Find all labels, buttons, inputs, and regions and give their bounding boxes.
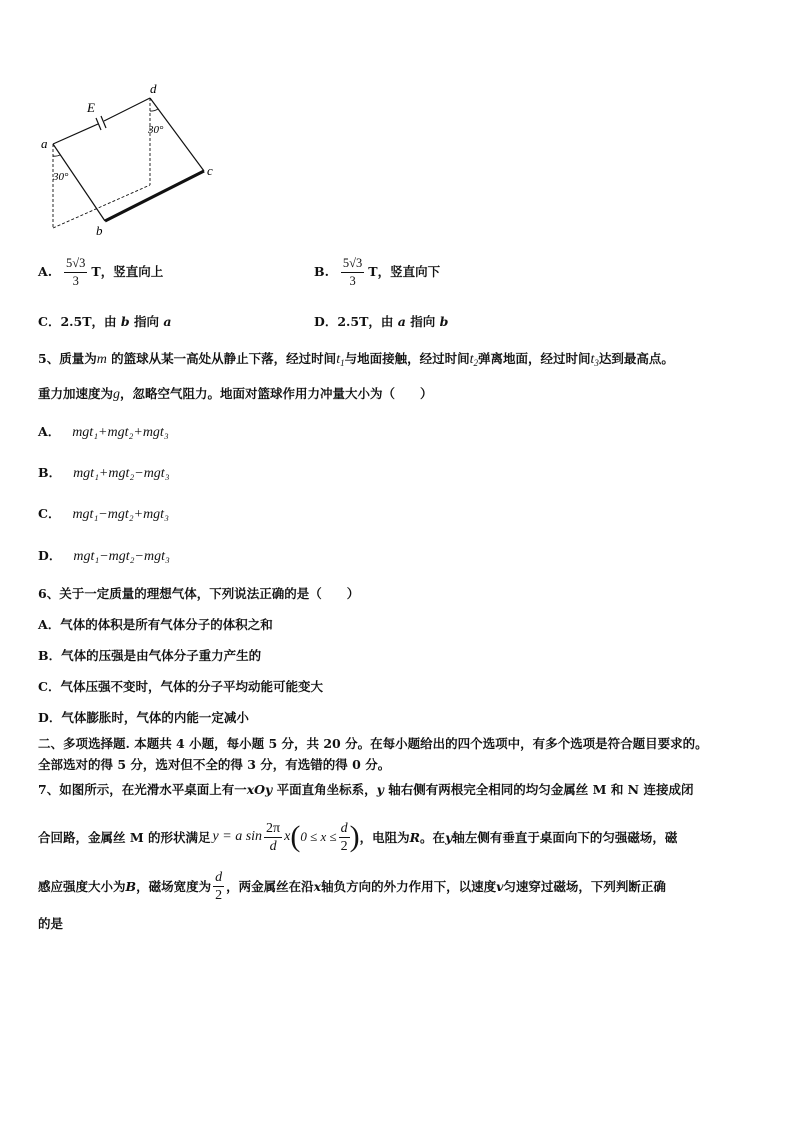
var-m: m (96, 352, 107, 367)
q7-line1: 7、如图所示，在光滑水平桌面上有一xOy 平面直角坐标系，y 轴右侧有两根完全相同的均匀金属丝 M 和 N 连接成闭 (38, 782, 694, 797)
option-text: 气体压强不变时，气体的分子平均动能可能变大 (60, 679, 323, 694)
option-text: 气体膨胀时，气体的内能一定减小 (61, 710, 249, 725)
option-expression: mgt₁−mgt₂−mgt₃ (73, 549, 170, 564)
option-letter: B． (38, 648, 62, 663)
q7-line2: 合回路，金属丝 M 的形状满足 y = a sin $\frac{2\pi}{d}$ x ( 0 ≤ x ≤ $\frac{d}{2}$ ) ，电阻为 R 。在 y 轴左侧有垂直于桌面向下的匀强磁场，磁 (38, 820, 678, 854)
paren-close: ) (349, 820, 360, 853)
var-b: b (439, 314, 449, 329)
var-R: R (409, 829, 421, 845)
q4-option-c[interactable] (38, 312, 171, 330)
var-t1: $t_1$ (336, 352, 345, 368)
option-text: 指向 (405, 314, 440, 329)
q4-option-a[interactable] (38, 255, 163, 290)
var-a: a (163, 314, 172, 329)
option-letter: B. (314, 264, 329, 279)
q6-option-a[interactable] (38, 615, 273, 633)
option-letter: A． (38, 424, 61, 439)
formula-fraction: $\frac{2\pi}{d}$ (266, 820, 281, 854)
label-d: d (150, 81, 157, 96)
var-v: v (496, 878, 504, 894)
angle-arc-a (53, 155, 60, 156)
option-text: 2.5T，由 (337, 314, 398, 329)
fraction-denominator: 3 (72, 274, 79, 288)
option-letter: A． (38, 617, 61, 632)
option-letter: C． (38, 679, 61, 694)
formula-lhs: y = a sin (212, 829, 263, 844)
q5-stem-line1 (38, 349, 674, 368)
option-letter: D． (314, 314, 338, 329)
var-b: b (120, 314, 130, 329)
q7-line4: 的是 (38, 916, 64, 931)
var-t3: $t_3$ (590, 352, 599, 368)
option-text: 2.5T，由 (60, 314, 121, 329)
option-letter: A. (38, 264, 53, 279)
metal-rod-bc (105, 171, 204, 221)
range-fraction: $\frac{d}{2}$ (340, 820, 348, 854)
wire-e-to-d (104, 98, 150, 121)
q4-option-d[interactable] (314, 312, 448, 330)
q6-stem: 6、关于一定质量的理想气体，下列说法正确的是（ ） (38, 586, 360, 601)
q5-option-a[interactable] (38, 422, 169, 441)
option-text: 指向 (129, 314, 164, 329)
var-B: B (125, 878, 137, 894)
option-letter: D． (38, 710, 62, 725)
circuit-diagram (36, 78, 226, 238)
stem-text: 达到最高点。 (598, 351, 674, 366)
option-letter: C． (38, 506, 61, 521)
option-text: T，竖直向下 (368, 264, 441, 279)
option-text: 气体的体积是所有气体分子的体积之和 (60, 617, 273, 632)
q5-stem-line2 (38, 384, 433, 403)
angle-label-a: 30° (53, 171, 69, 183)
label-b: b (96, 223, 103, 238)
stem-text: 5、质量为 (38, 351, 97, 366)
var-y: y (445, 829, 453, 845)
var-x: x (313, 878, 322, 894)
q4-option-b[interactable] (314, 255, 440, 290)
stem-text: 与地面接触，经过时间 (344, 351, 470, 366)
option-letter: C． (38, 314, 61, 329)
paren-open: ( (290, 820, 301, 853)
fraction-denominator: 3 (349, 274, 356, 288)
q5-option-b[interactable] (38, 463, 170, 482)
capacitor-plate-right (101, 116, 106, 128)
section2-line2: 全部选对的得 5 分，选对但不全的得 3 分，有选错的得 0 分。 (38, 757, 391, 772)
var-y: y (376, 782, 384, 797)
formula-range: 0 ≤ x ≤ (300, 829, 337, 844)
option-expression: mgt₁+mgt₂−mgt₃ (73, 466, 170, 481)
q6-option-d[interactable] (38, 708, 249, 726)
option-expression: mgt₁+mgt₂+mgt₃ (72, 425, 169, 440)
formula-x: x (284, 829, 291, 844)
fraction (64, 255, 87, 290)
stem-text: 重力加速度为 (38, 386, 114, 401)
var-g: g (113, 387, 121, 402)
stem-text: ，忽略空气阻力。地面对篮球作用力冲量大小为（ ） (120, 386, 433, 401)
q5-option-d[interactable] (38, 546, 170, 565)
stem-text: 的篮球从某一高处从静止下落，经过时间 (106, 351, 337, 366)
label-c: c (207, 163, 213, 178)
label-a: a (41, 136, 48, 151)
fraction-numerator: 5√3 (64, 255, 87, 273)
section2-line1: 二、多项选择题. 本题共 4 小题，每小题 5 分，共 20 分。在每小题给出的四个选项中，有多个选项是符合题目要求的。 (38, 736, 708, 751)
label-E: E (87, 100, 95, 115)
fraction (341, 255, 364, 290)
q6-option-b[interactable] (38, 646, 261, 664)
option-text: 气体的压强是由气体分子重力产生的 (61, 648, 262, 663)
q5-option-c[interactable] (38, 504, 169, 523)
option-letter: D． (38, 548, 62, 563)
option-letter: B． (38, 465, 62, 480)
var-xOy: xOy (246, 782, 273, 797)
q7-line3: 感应强度大小为 B ，磁场宽度为 $\frac{d}{2}$ ，两金属丝在沿 x 轴负方向的外力作用下，以速度 v 匀速穿过磁场，下列判断正确 (38, 869, 666, 903)
width-fraction: $\frac{d}{2}$ (215, 869, 223, 903)
option-text: T，竖直向上 (91, 264, 164, 279)
fraction-numerator: 5√3 (341, 255, 364, 273)
angle-arc-d (150, 109, 158, 111)
var-a: a (397, 314, 406, 329)
angle-label-d: 30° (148, 124, 164, 136)
stem-text: 弹离地面，经过时间 (477, 351, 591, 366)
wire-a-to-e (53, 124, 98, 144)
q6-option-c[interactable] (38, 677, 323, 695)
option-expression: mgt₁−mgt₂+mgt₃ (72, 507, 169, 522)
var-t2: $t_2$ (469, 352, 478, 368)
